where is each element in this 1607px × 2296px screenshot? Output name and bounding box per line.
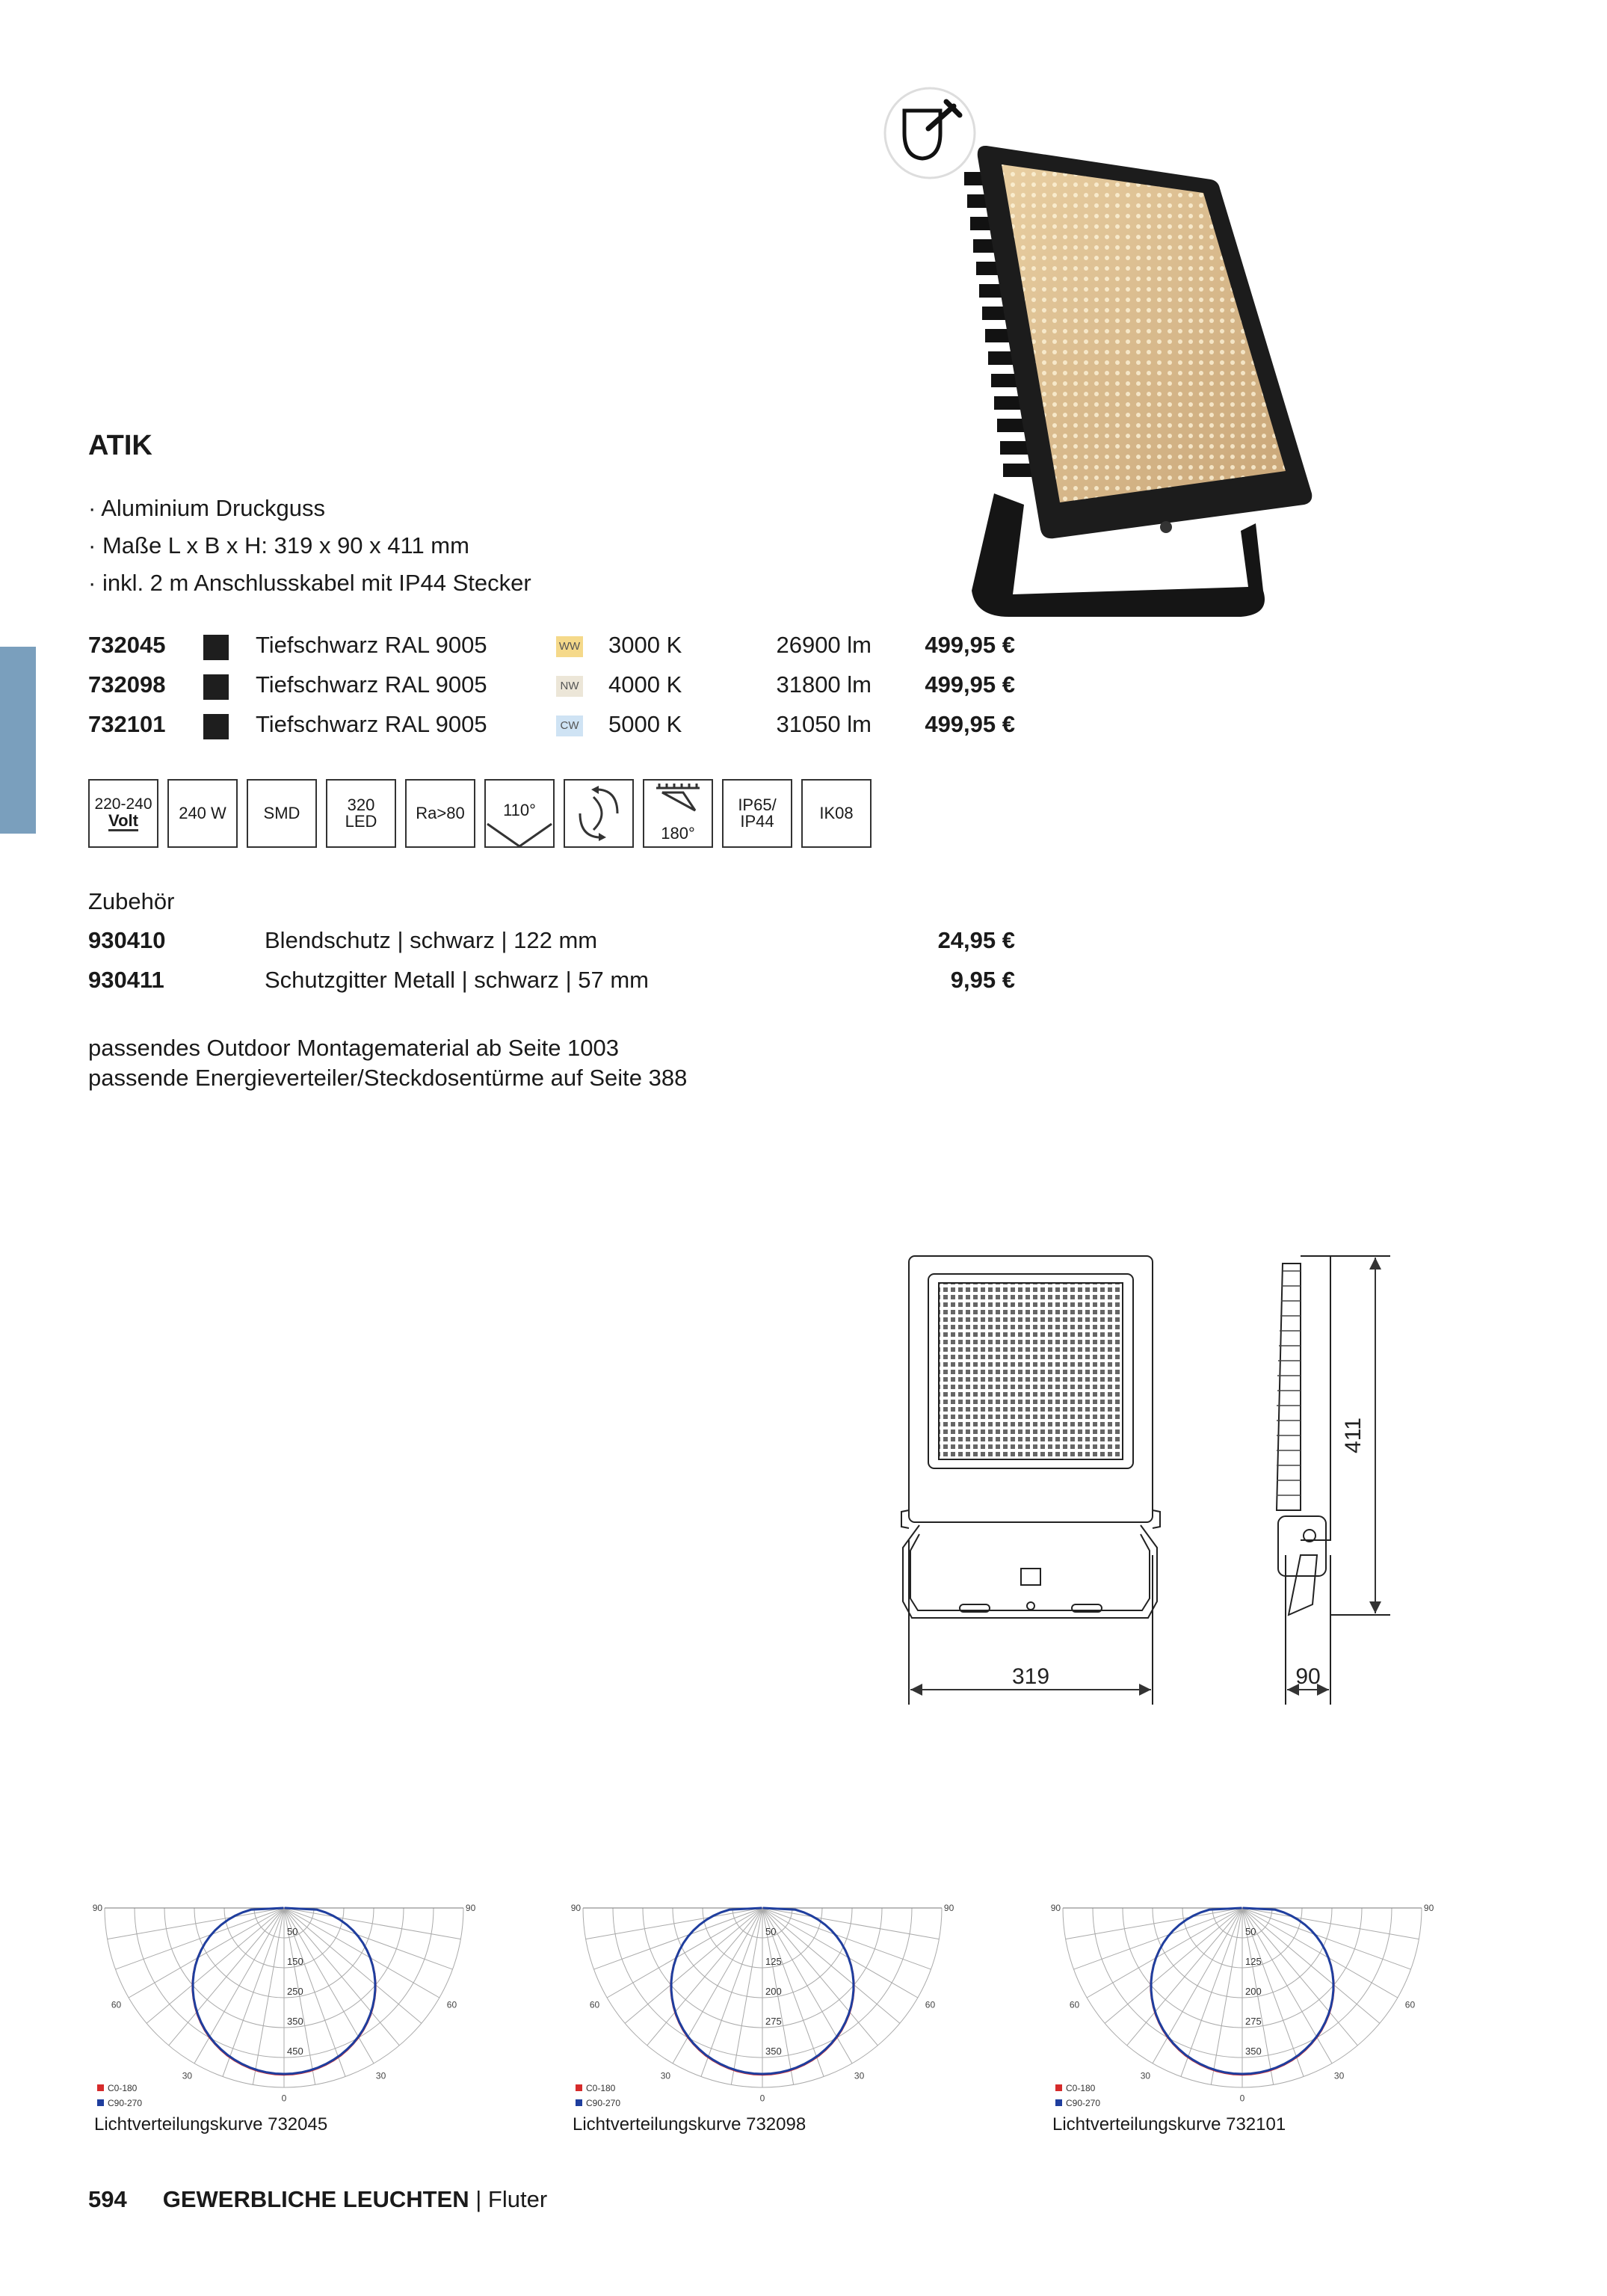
angle-label: 90 (1423, 1903, 1434, 1913)
tick-label: 275 (765, 2016, 782, 2027)
legend-swatch-c0 (576, 2084, 582, 2091)
tick-label: 50 (287, 1926, 298, 1937)
height-dimension: 411 (1341, 1418, 1366, 1453)
angle-label: 30 (854, 2070, 865, 2081)
legend-swatch-c90 (1055, 2099, 1062, 2106)
tick-label: 150 (287, 1956, 303, 1967)
variant-row (88, 632, 1015, 671)
tick-label: 350 (765, 2046, 782, 2057)
ip-rating-1: IP65/ (738, 795, 777, 814)
color-name: Tiefschwarz RAL 9005 (256, 632, 487, 658)
polar-grid (583, 1908, 942, 2087)
accessory-row (88, 927, 1015, 966)
accessory-price: 24,95 € (937, 927, 1015, 953)
ip-rating-icon (722, 779, 792, 848)
angle-label: 60 (1404, 1999, 1416, 2010)
angle-label: 30 (660, 2070, 671, 2081)
kelvin-value: 3000 K (608, 632, 682, 658)
tick-label: 350 (1245, 2046, 1262, 2057)
width-dimension: 319 (1011, 1664, 1050, 1689)
angle-label: 90 (570, 1903, 582, 1913)
color-swatch (203, 635, 229, 660)
angle-label: 60 (1069, 1999, 1080, 2010)
angle-label: 30 (1140, 2070, 1151, 2081)
curve-caption: Lichtverteilungskurve 732098 (573, 2114, 806, 2135)
curve-caption: Lichtverteilungskurve 732045 (94, 2114, 328, 2135)
accessory-desc: Schutzgitter Metall | schwarz | 57 mm (265, 967, 649, 993)
color-name: Tiefschwarz RAL 9005 (256, 711, 487, 737)
tick-label: 450 (287, 2046, 303, 2057)
legend-swatch-c0 (1055, 2084, 1062, 2091)
voltage-icon (88, 779, 158, 848)
legend-c90: C90-270 (1066, 2098, 1101, 2108)
accessory-number: 930410 (88, 927, 166, 953)
tick-label: 200 (1245, 1986, 1262, 1997)
depth-dimension: 90 (1295, 1664, 1321, 1689)
rotation-icon (564, 779, 634, 848)
legend-c0: C0-180 (1066, 2083, 1096, 2093)
notes (88, 1033, 687, 1093)
legend-c90: C90-270 (108, 2098, 143, 2108)
light-distribution-curve (567, 1892, 985, 2116)
product-title: ATIK (88, 430, 152, 461)
feature-list (88, 490, 531, 602)
angle-label: 0 (759, 2093, 765, 2104)
side-tab (0, 647, 36, 834)
feature-item: · inkl. 2 m Anschlusskabel mit IP44 Stecker (88, 564, 531, 602)
lumen-value: 31800 lm (776, 671, 872, 698)
angle-label: 60 (111, 1999, 122, 2010)
article-number: 732098 (88, 671, 166, 698)
accessory-desc: Blendschutz | schwarz | 122 mm (265, 927, 598, 953)
price: 499,95 € (925, 671, 1015, 698)
feature-item: · Maße L x B x H: 319 x 90 x 411 mm (88, 527, 531, 564)
curve-caption: Lichtverteilungskurve 732101 (1052, 2114, 1286, 2135)
page-number: 594 (88, 2186, 127, 2212)
footer-separator: | (469, 2186, 488, 2212)
accessory-row (88, 967, 1015, 1006)
subsection-title: Fluter (487, 2186, 548, 2212)
color-name: Tiefschwarz RAL 9005 (256, 671, 487, 698)
variant-row (88, 671, 1015, 710)
price: 499,95 € (925, 711, 1015, 737)
tilt-icon (643, 779, 713, 848)
led-count-icon (326, 779, 396, 848)
led-label: LED (345, 812, 377, 831)
color-temp-badge: WW (556, 636, 583, 657)
product-photo (882, 75, 1345, 621)
color-temp-badge: NW (556, 676, 583, 697)
rotate-arrows-icon (573, 784, 625, 843)
variant-row (88, 711, 1015, 750)
smd-icon: SMD (247, 779, 317, 848)
note-line: passende Energieverteiler/Steckdosentürme auf Seite 388 (88, 1065, 688, 1091)
legend-c90: C90-270 (586, 2098, 621, 2108)
polar-grid (105, 1908, 463, 2087)
angle-label: 30 (182, 2070, 193, 2081)
voltage-unit: Volt (108, 810, 138, 830)
light-distribution-curve (88, 1892, 507, 2116)
angle-label: 90 (465, 1903, 476, 1913)
legend-swatch-c0 (97, 2084, 104, 2091)
legend-swatch-c90 (576, 2099, 582, 2106)
accessories-title: Zubehör (88, 888, 175, 914)
tilt-value: 180° (661, 824, 695, 843)
beam-angle-icon (484, 779, 555, 848)
tick-label: 275 (1245, 2016, 1262, 2027)
note-line: passendes Outdoor Montagematerial ab Seite 1003 (88, 1035, 620, 1061)
voltage-value: 220-240 (94, 795, 152, 813)
angle-label: 60 (925, 1999, 936, 2010)
page-footer (88, 2186, 547, 2213)
lumen-value: 31050 lm (776, 711, 872, 737)
angle-label: 90 (943, 1903, 954, 1913)
light-distribution-curve (1046, 1892, 1465, 2116)
power-icon: 240 W (167, 779, 238, 848)
kelvin-value: 5000 K (608, 711, 682, 737)
cri-icon: Ra>80 (405, 779, 475, 848)
legend-swatch-c90 (97, 2099, 104, 2106)
angle-label: 90 (1050, 1903, 1061, 1913)
angle-label: 0 (281, 2093, 287, 2104)
tick-label: 50 (1245, 1926, 1256, 1937)
ik-rating-icon: IK08 (801, 779, 872, 848)
tick-label: 125 (1245, 1956, 1262, 1967)
accessory-number: 930411 (88, 967, 164, 993)
feature-item: · Aluminium Druckguss (88, 490, 531, 527)
accessory-price: 9,95 € (950, 967, 1015, 993)
technical-drawing (882, 1241, 1480, 1735)
beam-angle-value: 110° (503, 801, 536, 819)
article-number: 732045 (88, 632, 166, 658)
polar-grid (1063, 1908, 1422, 2087)
article-number: 732101 (88, 711, 166, 737)
led-count-value: 320 (347, 795, 375, 814)
tick-label: 350 (287, 2016, 303, 2027)
color-temp-badge: CW (556, 715, 583, 736)
angle-label: 30 (375, 2070, 386, 2081)
color-swatch (203, 674, 229, 700)
tick-label: 200 (765, 1986, 782, 1997)
angle-label: 60 (589, 1999, 600, 2010)
color-swatch (203, 714, 229, 739)
angle-label: 30 (1333, 2070, 1345, 2081)
tilt-shape (643, 782, 713, 819)
angle-label: 60 (446, 1999, 457, 2010)
tick-label: 250 (287, 1986, 303, 1997)
tick-label: 125 (765, 1956, 782, 1967)
section-title: GEWERBLICHE LEUCHTEN (162, 2186, 469, 2212)
angle-label: 0 (1239, 2093, 1245, 2104)
price: 499,95 € (925, 632, 1015, 658)
lumen-value: 26900 lm (776, 632, 872, 658)
legend-c0: C0-180 (586, 2083, 616, 2093)
ip-rating-2: IP44 (740, 812, 774, 831)
kelvin-value: 4000 K (608, 671, 682, 698)
angle-label: 90 (92, 1903, 103, 1913)
tick-label: 50 (765, 1926, 777, 1937)
legend-c0: C0-180 (108, 2083, 138, 2093)
